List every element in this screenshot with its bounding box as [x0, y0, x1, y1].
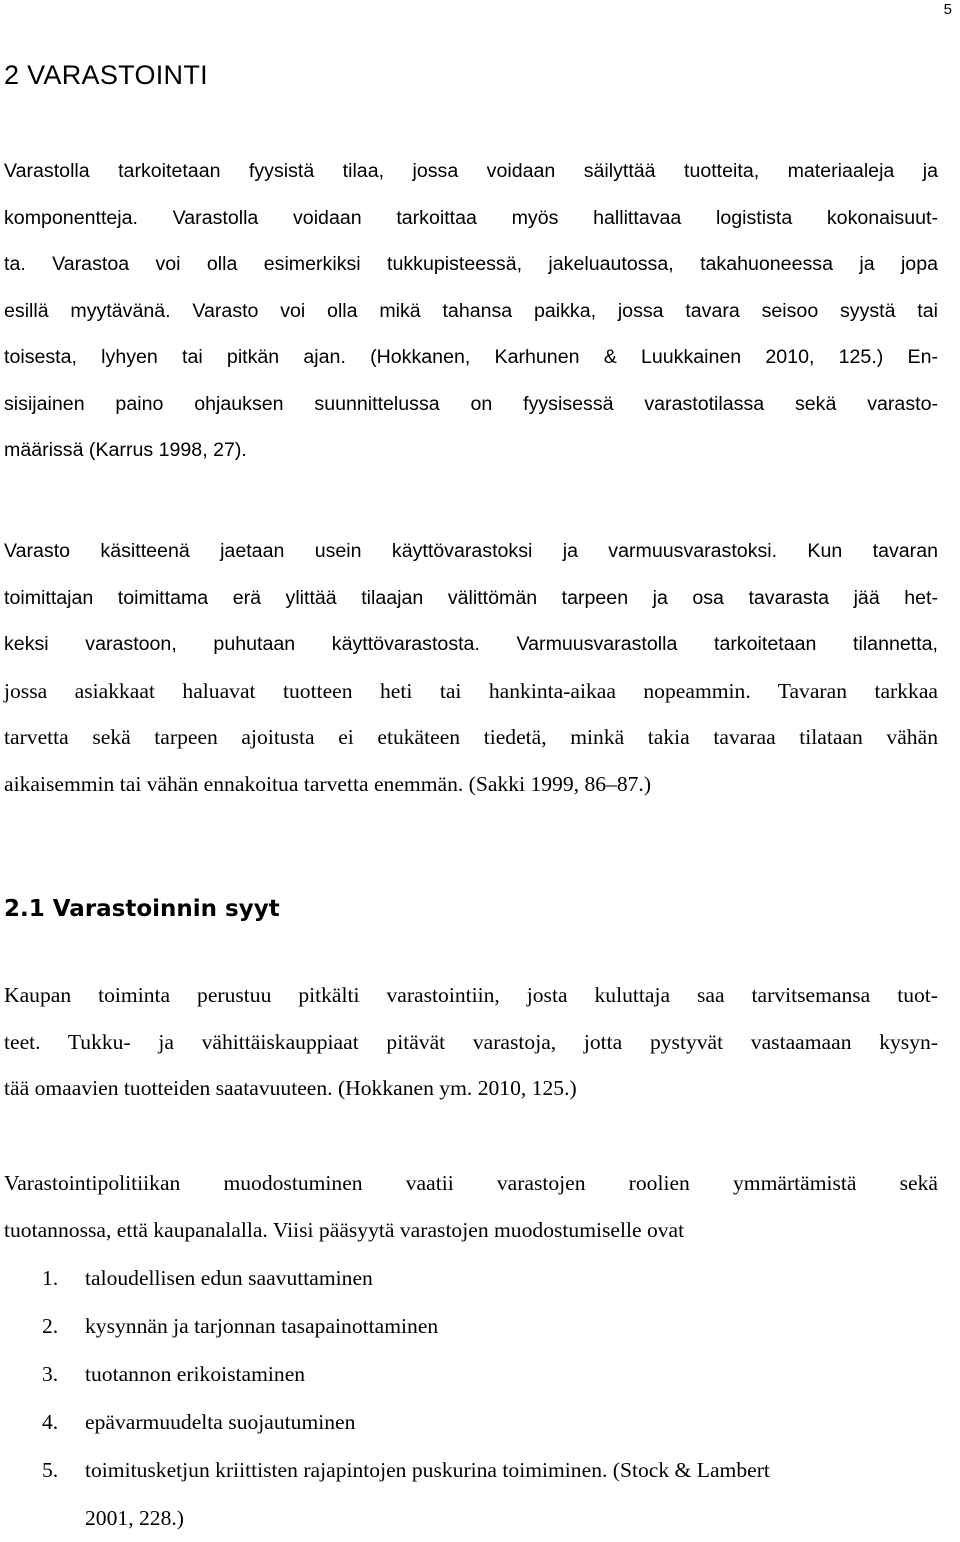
list-item-text — [85, 1398, 938, 1446]
list-item — [4, 1302, 938, 1350]
paragraph-line: Varastolla tarkoitetaan fyysistä tilaa, jossa voidaan säilyttää tuotteita, materiaaleja ja — [4, 160, 938, 182]
list-item — [4, 1446, 938, 1542]
paragraph-line: Kaupan toiminta perustuu pitkälti varastointiin, josta kuluttaja saa tarvitsemansa tuot- — [4, 983, 938, 1007]
paragraph-policy — [4, 1160, 938, 1253]
paragraph-line: Varasto käsitteenä jaetaan usein käyttövarastoksi ja varmuusvarastoksi. Kun tavaran — [4, 540, 938, 562]
list-item-number: 3. — [42, 1362, 59, 1386]
list-item-line: toimitusketjun kriittisten rajapintojen puskurina toimiminen. (Stock & Lambert — [85, 1458, 770, 1482]
paragraph-line: tää omaavien tuotteiden saatavuuteen. (Hokkanen ym. 2010, 125.) — [4, 1076, 577, 1100]
reasons-list — [4, 1254, 938, 1542]
paragraph-line: Varastointipolitiikan muodostuminen vaatii varastojen roolien ymmärtämistä sekä — [4, 1171, 938, 1195]
paragraph-line: ta. Varastoa voi olla esimerkiksi tukkupisteessä, jakeluautossa, takahuoneessa ja jopa — [4, 253, 938, 275]
paragraph-line: komponentteja. Varastolla voidaan tarkoittaa myös hallittavaa logistista kokonaisuut- — [4, 206, 938, 229]
list-item-line: 2001, 228.) — [85, 1506, 184, 1530]
paragraph-line: toisesta, lyhyen tai pitkän ajan. (Hokkanen, Karhunen & Luukkainen 2010, 125.) En- — [4, 346, 938, 368]
list-item — [4, 1350, 938, 1398]
chapter-title: 2 VARASTOINTI — [4, 60, 208, 90]
list-item — [4, 1398, 938, 1446]
list-item-line: taloudellisen edun saavuttaminen — [85, 1266, 373, 1290]
list-item-text — [85, 1350, 938, 1398]
paragraph-trade — [4, 972, 938, 1112]
paragraph-line: määrissä (Karrus 1998, 27). — [4, 439, 247, 461]
list-item-number: 5. — [42, 1458, 59, 1482]
page-number: 5 — [943, 1, 952, 18]
list-item — [4, 1254, 938, 1302]
paragraph-line: tuotannossa, että kaupanalalla. Viisi pääsyytä varastojen muodostumiselle ovat — [4, 1217, 685, 1242]
list-item-line: kysynnän ja tarjonnan tasapainottaminen — [85, 1314, 439, 1338]
paragraph-definition — [4, 148, 938, 474]
list-item-text — [85, 1302, 938, 1350]
list-item-text — [85, 1446, 938, 1542]
list-item-line: tuotannon erikoistaminen — [85, 1362, 306, 1386]
list-item-text — [85, 1254, 938, 1302]
paragraph-line: toimittajan toimittama erä ylittää tilaajan välittömän tarpeen ja osa tavarasta jää het- — [4, 586, 938, 609]
list-item-number: 1. — [42, 1266, 59, 1290]
paragraph-line: aikaisemmin tai vähän ennakoitua tarvetta enemmän. (Sakki 1999, 86–87.) — [4, 771, 652, 796]
list-item-number: 4. — [42, 1410, 59, 1434]
paragraph-line: jossa asiakkaat haluavat tuotteen heti tai hankinta-aikaa nopeammin. Tavaran tarkkaa — [4, 678, 938, 703]
paragraph-line: esillä myytävänä. Varasto voi olla mikä tahansa paikka, jossa tavara seisoo syystä tai — [4, 299, 938, 322]
paragraph-line: keksi varastoon, puhutaan käyttövarastosta. Varmuusvarastolla tarkoitetaan tilannetta, — [4, 633, 938, 655]
list-item-line: epävarmuudelta suojautuminen — [85, 1410, 356, 1434]
paragraph-line: tarvetta sekä tarpeen ajoitusta ei etukäteen tiedetä, minkä takia tavaraa tilataan vähän — [4, 725, 938, 749]
section-title: 2.1 Varastoinnin syyt — [4, 896, 280, 922]
paragraph-line: sisijainen paino ohjauksen suunnittelussa on fyysisessä varastotilassa sekä varasto- — [4, 392, 938, 415]
paragraph-stock-types — [4, 528, 938, 807]
list-item-number: 2. — [42, 1314, 59, 1338]
paragraph-line: teet. Tukku- ja vähittäiskauppiaat pitävät varastoja, jotta pystyvät vastaamaan kysyn- — [4, 1029, 938, 1054]
